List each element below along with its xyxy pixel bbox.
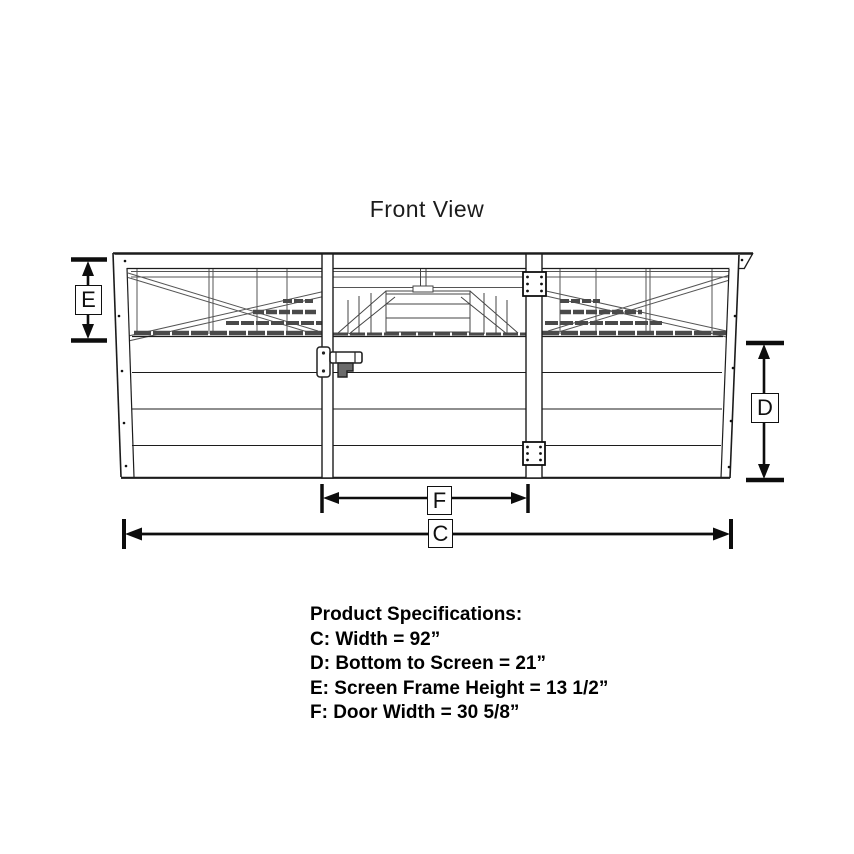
board-wall [121,337,730,478]
product-specifications [310,603,730,726]
center-planter-box [338,266,518,334]
drawing-title: Front View [369,196,485,222]
dim-letter-f: F [432,487,447,513]
dim-letter-c: C [432,520,449,546]
right-corner-post [721,255,739,478]
dim-label-e [75,285,102,315]
left-corner-post [113,253,134,477]
dim-label-f [427,486,452,515]
dim-letter-e: E [81,287,96,312]
hinge-top-icon [523,272,546,296]
dim-label-c [428,519,453,548]
top-rail [113,253,753,269]
spec-line-c: C: Width = 92” [310,628,441,650]
hinge-bottom-icon [523,442,545,465]
spec-line-f: F: Door Width = 30 5/8” [310,702,520,724]
specs-heading: Product Specifications: [310,604,523,625]
dim-letter-d: D [757,395,773,420]
spec-line-e: E: Screen Frame Height = 13 1/2” [310,677,609,699]
dim-label-d [751,393,779,423]
spec-line-d: D: Bottom to Screen = 21” [310,653,546,675]
dimension-f-arrow [322,484,528,513]
